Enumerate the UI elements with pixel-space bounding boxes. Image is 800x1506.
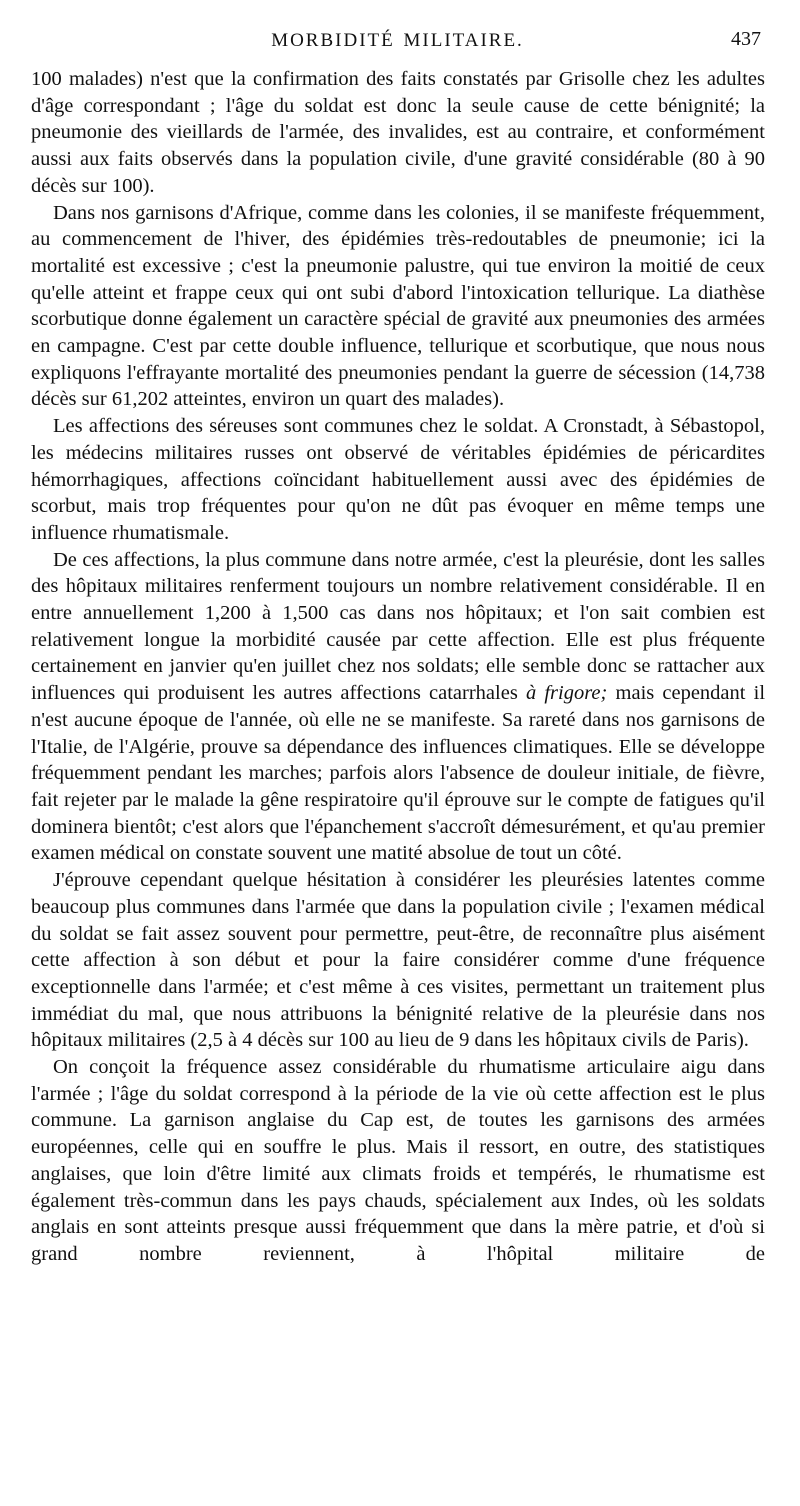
paragraph-serous-affections: Les affections des séreuses sont communes chez le soldat. A Cronstadt, à Sébastopol, les médecins militaires russes ont observé de véritables épidémies de péricardites hémorrhagiques, affections coïncidant habituellement aussi avec des épidémies de scorbut, mais trop fréquentes pour qu'on ne dût pas évoquer en même temps une influence rhumatismale. xyxy=(31,415,765,544)
paragraph-rheumatism: On conçoit la fréquence assez considérable du rhumatisme articulaire aigu dans l'armée ; l'âge du soldat correspond à la période de la vie où cette affection est le plus commune. La garnison anglaise du Cap est, de toutes les garnisons des armées européennes, celle qui en souffre le plus. Mais il ressort, en outre, des statistiques anglaises, que loin d'être limité aux climats froids et tempérés, le rhumatisme est également très-commun dans les pays chauds, spécialement aux Indes, où les soldats anglais en sont atteints presque aussi fréquemment que dans la mère patrie, et d'où si grand nombre reviennent, à l'hôpital militaire de xyxy=(31,1056,765,1265)
running-title: MORBIDITÉ MILITAIRE. xyxy=(271,30,524,51)
paragraph-latent-pleurisy: J'éprouve cependant quelque hésitation à considérer les pleurésies latentes comme beaucoup plus communes dans l'armée que dans la population civile ; l'examen médical du soldat se fait assez souvent pour permettre, peut-être, de reconnaître plus aisément cette affection à son début et pour la faire considérer comme d'une fréquence exceptionnelle dans l'armée; et c'est même à ces visites, permettant un traitement plus immédiat du mal, que nous attribuons la bénignité relative de la pleurésie dans nos hôpitaux militaires (2,5 à 4 décès sur 100 au lieu de 9 dans les hôpitaux civils de Paris). xyxy=(31,869,765,1052)
paragraph-pleurisy xyxy=(31,547,765,867)
pleurisy-text-end: mais cependant il n'est aucune époque de l'année, où elle ne se manifeste. Sa rareté dans nos garnisons de l'Italie, de l'Algérie, prouve sa dépendance des influences climatiques. Elle se développe fréquemment pendant les marches; parfois alors l'absence de douleur initiale, de fièvre, fait rejeter par le malade la gêne respiratoire qu'il éprouve sur le compte de fatigues qu'il dominera bientôt; c'est alors que l'épanchement s'accroît démesurément, et qu'au premier examen médical on constate souvent une matité absolue de tout un côté. xyxy=(31,682,766,865)
italic-a-frigore: à frigore; xyxy=(525,682,608,705)
paragraph-african-garrisons: Dans nos garnisons d'Afrique, comme dans les colonies, il se manifeste fréquemment, au commencement de l'hiver, des épidémies très-redoutables de pneumonie; ici la mortalité est excessive ; c'est la pneumonie palustre, qui tue environ la moitié de ceux qu'elle atteint et frappe ceux qui ont subi d'abord l'intoxication tellurique. La diathèse scorbutique donne également un caractère spécial de gravité aux pneumonies des armées en campagne. C'est par cette double influence, tellurique et scorbutique, que nous nous expliquons l'effrayante mortalité des pneumonies pendant la guerre de sécession (14,738 décès sur 61,202 atteintes, environ un quart des malades). xyxy=(31,201,765,411)
page-header xyxy=(30,30,765,60)
body-text xyxy=(31,66,765,1268)
paragraph-pneumonia-age: 100 malades) n'est que la confirmation des faits constatés par Grisolle chez les adultes d'âge correspondant ; l'âge du soldat est donc la seule cause de cette bénignité; la pneumonie des vieillards de l'armée, des invalides, est au contraire, et conformément aussi aux faits observés dans la population civile, d'une gravité considérable (80 à 90 décès sur 100). xyxy=(31,68,765,197)
pleurisy-text-start: De ces affections, la plus commune dans notre armée, c'est la pleurésie, dont les salles des hôpitaux militaires renferment toujours un nombre relativement considérable. Il en entre annuellement 1,200 à 1,500 cas dans nos hôpitaux; et l'on sait combien est relativement longue la morbidité causée par cette affection. Elle est plus fréquente certainement en janvier qu'en juillet chez nos soldats; elle semble donc se rattacher aux influences qui produisent les autres affections catarrhales xyxy=(31,548,765,705)
page-number: 437 xyxy=(731,28,761,50)
